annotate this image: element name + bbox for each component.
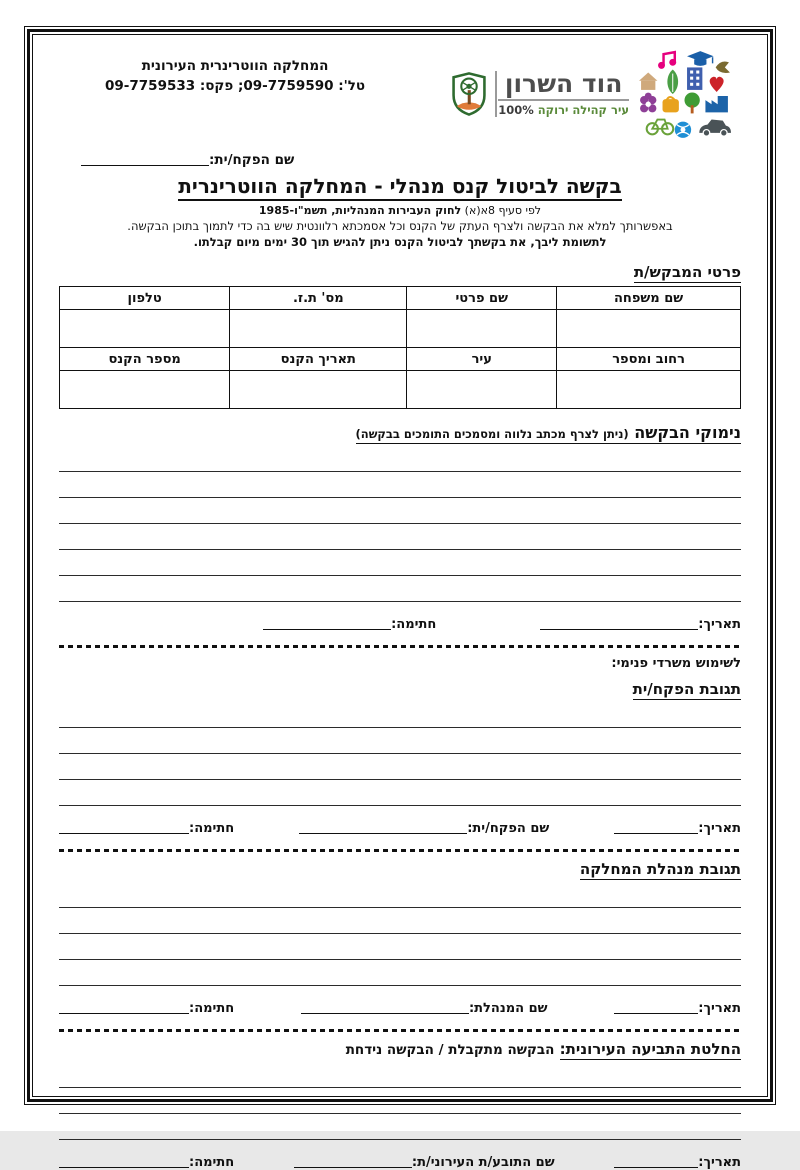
manager-signature-row	[59, 1000, 741, 1016]
bag-icon	[663, 97, 679, 112]
header-city: עיר	[407, 348, 557, 371]
street-number-cell[interactable]	[557, 371, 741, 409]
department-name: המחלקה הווטרינרית העירונית	[141, 58, 329, 74]
logo-tagline-percent: 100%	[498, 103, 534, 118]
applicant-details-table	[59, 286, 741, 409]
instructions-text: באפשרותך למלא את הבקשה ולצרף העתק של הקנס וכל אסמכתא רלוונטית שיש בה כדי לתמוך בתוכן הבקשה.	[127, 219, 673, 233]
header-fine-date: תאריך הקנס	[230, 348, 407, 371]
header-first-name: שם פרטי	[407, 287, 557, 310]
signature-label: חתימה:	[189, 821, 235, 836]
date-label: תאריך:	[698, 1155, 741, 1170]
writing-line[interactable]	[59, 498, 741, 524]
fine-number-cell[interactable]	[60, 371, 230, 409]
decision-options[interactable]: הבקשה מתקבלת / הבקשה נידחת	[345, 1042, 555, 1058]
header-family-name: שם משפחה	[557, 287, 741, 310]
prosecutor-signature-row	[59, 1154, 741, 1170]
dashed-divider	[59, 1029, 741, 1032]
signature-label: חתימה:	[189, 1001, 235, 1016]
date-label: תאריך:	[698, 821, 741, 836]
leaf-icon	[667, 69, 678, 94]
writing-line[interactable]	[59, 446, 741, 472]
factory-icon	[705, 96, 727, 112]
applicant-heading-text: פרטי המבקש/ת	[633, 263, 741, 281]
inspector-name-label: שם הפקח/ית:	[467, 821, 550, 836]
inspector-name-field[interactable]	[81, 152, 209, 166]
legal-reference-law: לחוק העבירות המנהליות, תשמ"ו-1985	[258, 204, 462, 217]
id-number-cell[interactable]	[230, 310, 407, 348]
writing-line[interactable]	[59, 960, 741, 986]
bicycle-icon	[647, 120, 674, 135]
logo-tagline	[498, 103, 629, 117]
writing-line[interactable]	[59, 882, 741, 908]
header-id-number: מס' ת.ז.	[230, 287, 407, 310]
logo-tagline-text: עיר קהילה ירוקה	[537, 103, 629, 118]
section-decision-heading	[59, 1040, 741, 1058]
notice-text: לתשומת ליבך, את בקשתך לביטול הקנס ניתן להגיש תוך 30 ימים מיום קבלתו.	[193, 235, 607, 249]
house-icon	[639, 73, 657, 90]
writing-line[interactable]	[59, 524, 741, 550]
department-info	[105, 57, 365, 96]
fine-date-cell[interactable]	[230, 371, 407, 409]
community-icons-cluster-icon	[635, 47, 735, 141]
reasons-heading-note: (ניתן לצרף מכתב נלווה ומסמכים התומכים בבקשה)	[355, 427, 629, 441]
inspector-signature-row	[59, 820, 741, 836]
phone-cell[interactable]	[60, 310, 230, 348]
page-border-outer	[24, 26, 776, 1170]
writing-line[interactable]	[59, 1114, 741, 1140]
music-note-icon	[658, 52, 676, 69]
writing-line[interactable]	[59, 550, 741, 576]
car-icon	[699, 120, 731, 137]
signature-label: חתימה:	[391, 617, 437, 632]
inspector-name-field[interactable]	[299, 820, 467, 834]
page-border-middle	[27, 29, 773, 1170]
signature-field[interactable]	[59, 1154, 189, 1168]
form-title: בקשה לביטול קנס מנהלי - המחלקה הווטרינרית	[178, 174, 621, 201]
writing-line[interactable]	[59, 754, 741, 780]
title-block	[59, 174, 741, 249]
section-inspector-response-heading	[59, 680, 741, 698]
flower-icon	[640, 93, 656, 113]
city-logo	[451, 47, 735, 141]
date-label: תאריך:	[698, 617, 741, 632]
reasons-signature-row	[59, 616, 741, 632]
building-icon	[687, 67, 702, 89]
writing-line[interactable]	[59, 934, 741, 960]
header	[59, 43, 741, 141]
table-header-row-2	[60, 348, 741, 371]
dashed-divider	[59, 849, 741, 852]
inspector-response-heading-text: תגובת הפקח/ית	[632, 680, 741, 698]
date-field[interactable]	[614, 1000, 698, 1014]
logo-city-name: הוד השרון	[498, 71, 629, 101]
family-name-cell[interactable]	[557, 310, 741, 348]
prosecutor-name-label: שם התובע/ת העירוני/ת:	[411, 1155, 555, 1170]
dashed-divider	[59, 645, 741, 648]
internal-use-label: לשימוש משרדי פנימי:	[611, 656, 741, 671]
manager-name-label: שם המנהלת:	[468, 1001, 548, 1016]
writing-line[interactable]	[59, 576, 741, 602]
table-header-row-1	[60, 287, 741, 310]
legal-reference	[59, 204, 741, 217]
writing-line[interactable]	[59, 728, 741, 754]
date-field[interactable]	[614, 820, 698, 834]
decision-heading-text: החלטת התביעה העירונית:	[559, 1040, 741, 1058]
ball-icon	[675, 122, 691, 138]
inspector-name-row	[81, 149, 741, 168]
signature-field[interactable]	[263, 616, 391, 630]
heart-icon	[710, 77, 724, 92]
section-reasons-heading	[59, 423, 741, 442]
date-field[interactable]	[614, 1154, 698, 1168]
writing-line[interactable]	[59, 908, 741, 934]
first-name-cell[interactable]	[407, 310, 557, 348]
manager-response-heading-text: תגובת מנהלת המחלקה	[579, 860, 741, 878]
writing-line[interactable]	[59, 702, 741, 728]
writing-line[interactable]	[59, 780, 741, 806]
section-manager-response-heading	[59, 860, 741, 878]
header-phone: טלפון	[60, 287, 230, 310]
header-street-number: רחוב ומספר	[557, 348, 741, 371]
table-input-row-2	[60, 371, 741, 409]
section-applicant-heading	[59, 263, 741, 281]
logo-text	[495, 68, 629, 118]
shield-tree-icon	[451, 72, 487, 116]
date-label: תאריך:	[698, 1001, 741, 1016]
reasons-heading-text: נימוקי הבקשה	[628, 423, 741, 442]
city-cell[interactable]	[407, 371, 557, 409]
tree-icon	[684, 92, 699, 113]
bird-icon	[716, 61, 730, 73]
signature-label: חתימה:	[189, 1155, 235, 1170]
signature-field[interactable]	[59, 820, 189, 834]
writing-line[interactable]	[59, 1088, 741, 1114]
header-fine-number: מספר הקנס	[60, 348, 230, 371]
legal-reference-prefix: לפי סעיף 8א(א)	[461, 204, 542, 217]
date-field[interactable]	[540, 616, 698, 630]
graduation-cap-icon	[687, 51, 714, 66]
prosecutor-name-field[interactable]	[294, 1154, 412, 1168]
page-border-inner	[32, 34, 768, 1170]
writing-line[interactable]	[59, 1062, 741, 1088]
table-input-row-1	[60, 310, 741, 348]
writing-line[interactable]	[59, 472, 741, 498]
inspector-name-label: שם הפקח/ית:	[209, 152, 295, 168]
department-phone: טל': 09-7759590; פקס: 09-7759533	[105, 77, 366, 94]
manager-name-field[interactable]	[301, 1000, 469, 1014]
signature-field[interactable]	[59, 1000, 189, 1014]
